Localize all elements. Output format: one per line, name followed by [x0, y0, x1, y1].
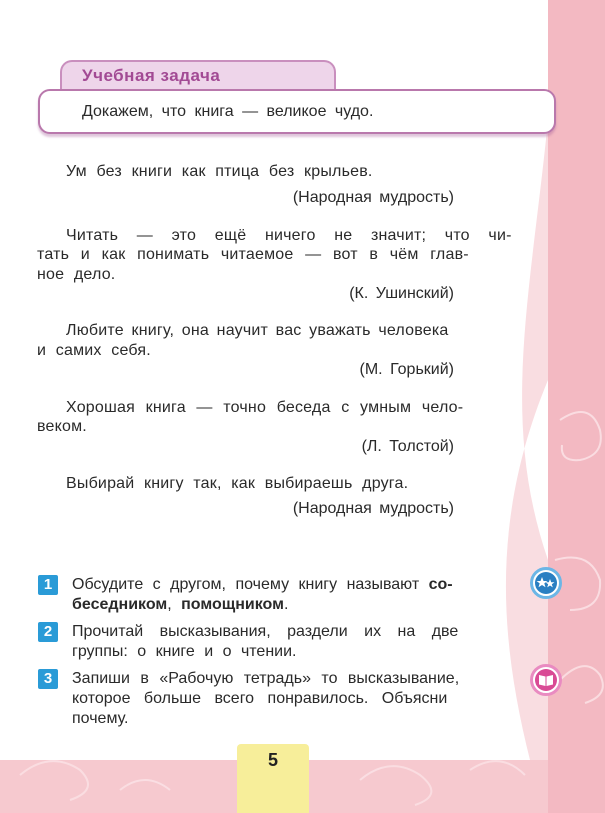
- task-number-badge: 1: [38, 575, 58, 595]
- task-number-badge: 3: [38, 669, 58, 689]
- quote-line: Ум без книги как птица без крыльев.: [66, 163, 373, 180]
- quote-author: (Народная мудрость): [292, 189, 454, 206]
- task-text-line: группы: о книге и о чтении.: [72, 643, 297, 660]
- open-book-icon: [530, 664, 562, 696]
- task-text-line: Прочитай высказывания, раздели их на две: [72, 623, 459, 640]
- study-task-text: Докажем, что книга — великое чудо.: [82, 103, 374, 120]
- task-text-line: [72, 575, 453, 595]
- task-keyword: помощником: [181, 596, 284, 613]
- quote-line: ное дело.: [37, 266, 116, 283]
- quote-line: веком.: [37, 418, 87, 435]
- quote-line: и самих себя.: [37, 342, 151, 359]
- task-text-line: почему.: [72, 710, 129, 727]
- task-text-line: Запиши в «Рабочую тетрадь» то высказывание,: [72, 670, 460, 687]
- quote-author: (М. Горький): [359, 361, 454, 378]
- task-keyword: беседником: [72, 596, 168, 613]
- task-text: ,: [167, 596, 182, 613]
- quote-line: Любите книгу, она научит вас уважать человека: [66, 322, 449, 339]
- quote-line: Читать — это ещё ничего не значит; что чи-: [66, 227, 512, 244]
- task-number-badge: 2: [38, 622, 58, 642]
- quote-line: Выбирай книгу так, как выбираешь друга.: [66, 475, 409, 492]
- task-text: .: [283, 596, 289, 613]
- task-text-line: которое больше всего понравилось. Объясни: [72, 690, 448, 707]
- task-text-line: [72, 595, 288, 615]
- study-task-box: [38, 89, 556, 134]
- page-number: 5: [267, 750, 278, 770]
- task-keyword: со-: [428, 576, 453, 593]
- page-number-box: [237, 744, 309, 813]
- quote-author: (Народная мудрость): [292, 500, 454, 517]
- quote-author: (Л. Толстой): [361, 438, 454, 455]
- study-task-label: [60, 60, 336, 90]
- study-task-title: Учебная задача: [82, 66, 221, 85]
- quote-line: Хорошая книга — точно беседа с умным чело-: [66, 399, 464, 416]
- quote-line: тать и как понимать читаемое — вот в чём глав-: [37, 246, 469, 263]
- task-text: Обсудите с другом, почему книгу называют: [72, 576, 429, 593]
- quote-author: (К. Ушинский): [349, 285, 454, 302]
- two-stars-icon: [530, 567, 562, 599]
